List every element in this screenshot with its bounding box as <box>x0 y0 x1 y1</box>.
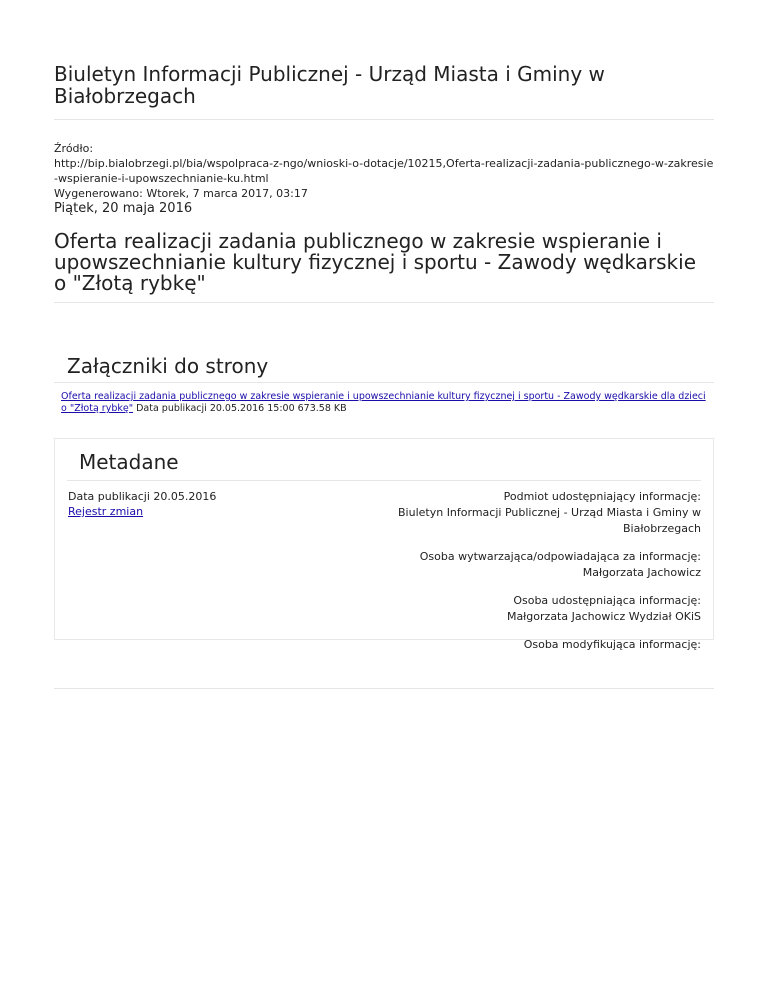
publisher-group <box>341 593 701 625</box>
metadata-left <box>68 489 216 519</box>
attachments-heading: Załączniki do strony <box>67 354 269 378</box>
author-group <box>341 549 701 581</box>
divider <box>54 688 714 689</box>
site-title: Biuletyn Informacji Publicznej - Urząd Miasta i Gminy w Białobrzegach <box>54 62 605 108</box>
metadata-right <box>341 489 701 665</box>
modifier-label: Osoba modyfikująca informację: <box>523 638 701 651</box>
publisher-value: Małgorzata Jachowicz Wydział OKiS <box>506 610 701 623</box>
divider <box>54 382 714 383</box>
author-label: Osoba wytwarzająca/odpowiadająca za informację: <box>419 550 701 563</box>
changes-register-link[interactable]: Rejestr zmian <box>68 505 144 518</box>
subject-value: Biuletyn Informacji Publicznej - Urząd Miasta i Gminy w Białobrzegach <box>398 506 701 535</box>
publisher-label: Osoba udostępniająca informację: <box>513 594 701 607</box>
divider <box>67 480 701 481</box>
divider <box>54 302 714 303</box>
divider <box>54 119 714 120</box>
source-url: http://bip.bialobrzegi.pl/bia/wspolpraca-z-ngo/wnioski-o-dotacje/10215,Oferta-realizacji-zadania-publicznego-w-zakresie-wspieranie-i-upowszechnianie-ku.html <box>54 157 714 185</box>
document-page <box>54 0 714 651</box>
article-title: Oferta realizacji zadania publicznego w zakresie wspieranie i upowszechnianie kultury fizycznej i sportu - Zawody wędkarskie o "Złotą rybkę" <box>54 229 697 295</box>
article-date: Piątek, 20 maja 2016 <box>54 201 193 216</box>
subject-group <box>341 489 701 537</box>
generated-date: Wygenerowano: Wtorek, 7 marca 2017, 03:17 <box>54 187 308 200</box>
modifier-group <box>341 637 701 653</box>
publication-date: Data publikacji 20.05.2016 <box>68 490 217 503</box>
source-block <box>54 141 714 201</box>
metadata-box <box>54 438 714 651</box>
attachment-info: Data publikacji 20.05.2016 15:00 673.58 KB <box>133 403 347 414</box>
attachment-item <box>61 391 714 415</box>
author-value: Małgorzata Jachowicz <box>582 566 701 579</box>
metadata-heading: Metadane <box>79 450 179 474</box>
source-label: Źródło: <box>54 142 94 155</box>
attachment-link[interactable]: Oferta realizacji zadania publicznego w zakresie wspieranie i upowszechnianie kultury fizycznej i sportu - Zawody wędkarskie dla dzieci o "Złotą rybkę" <box>61 391 706 414</box>
subject-label: Podmiot udostępniający informację: <box>503 490 701 503</box>
